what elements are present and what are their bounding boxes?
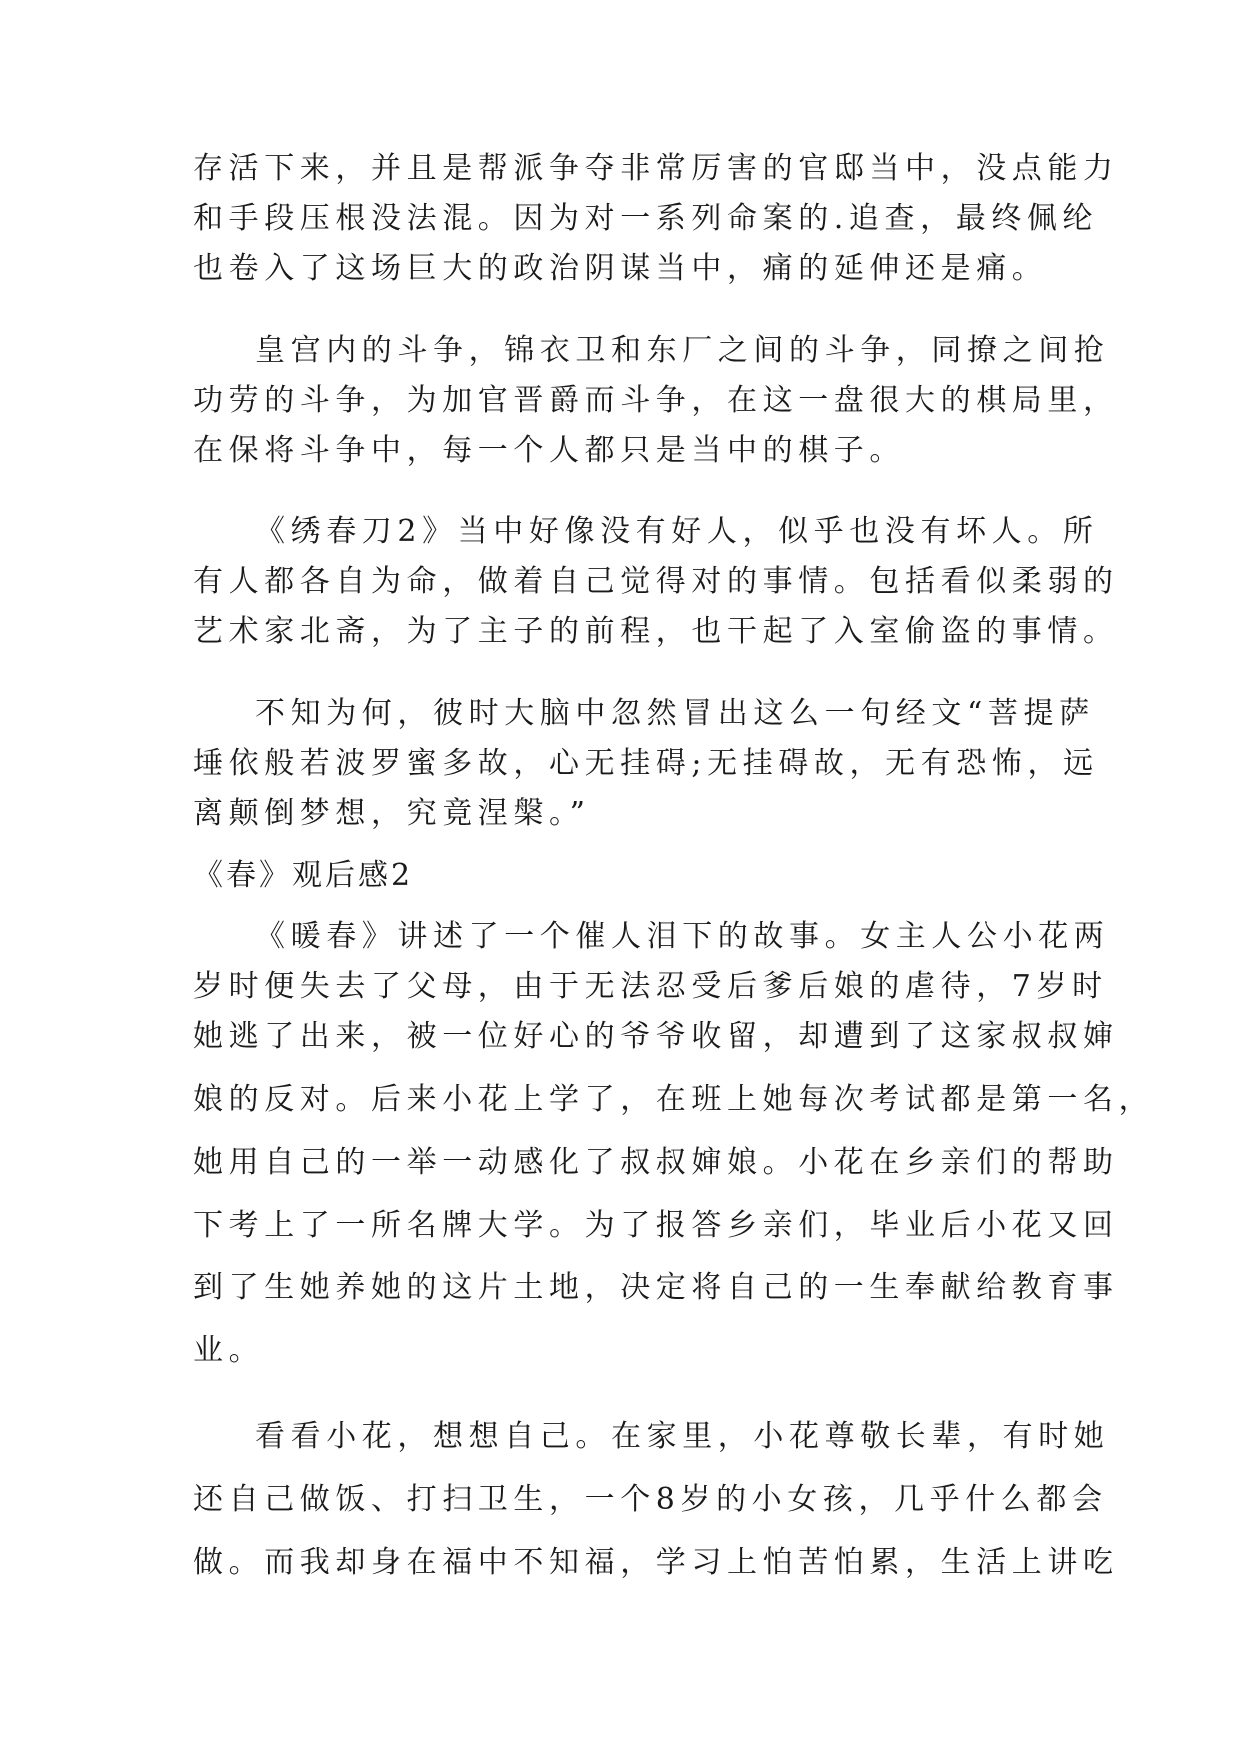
text-line: 到了生她养她的这片土地，决定将自己的一生奉献给教育事 bbox=[193, 1270, 1119, 1305]
text-line: 做。而我却身在福中不知福，学习上怕苦怕累，生活上讲吃 bbox=[193, 1545, 1119, 1580]
text-line: 存活下来，并且是帮派争夺非常厉害的官邸当中，没点能力 bbox=[193, 151, 1119, 186]
text-line: 和手段压根没法混。因为对一系列命案的.追查，最终佩纶 bbox=[193, 201, 1099, 236]
paragraph-first-line: 不知为何，彼时大脑中忽然冒出这么一句经文“菩提萨 bbox=[255, 696, 1095, 731]
text-line: 岁时便失去了父母，由于无法忍受后爹后娘的虐待，7岁时 bbox=[193, 969, 1108, 1004]
text-line: 离颠倒梦想，究竟涅槃。” bbox=[193, 796, 591, 831]
text-line: 有人都各自为命，做着自己觉得对的事情。包括看似柔弱的 bbox=[193, 564, 1119, 599]
text-line: 娘的反对。后来小花上学了，在班上她每次考试都是第一名， bbox=[193, 1082, 1155, 1117]
text-line: 在保将斗争中，每一个人都只是当中的棋子。 bbox=[193, 433, 905, 468]
paragraph-first-line: 皇宫内的斗争，锦衣卫和东厂之间的斗争，同撩之间抢 bbox=[255, 333, 1110, 368]
text-line: 埵依般若波罗蜜多故，心无挂碍;无挂碍故，无有恐怖，远 bbox=[193, 746, 1099, 781]
text-line: 她逃了出来，被一位好心的爷爷收留，却遭到了这家叔叔婶 bbox=[193, 1019, 1119, 1054]
text-line: 还自己做饭、打扫卫生，一个8岁的小女孩，几乎什么都会 bbox=[193, 1482, 1108, 1517]
text-line: 艺术家北斋，为了主子的前程，也干起了入室偷盗的事情。 bbox=[193, 614, 1119, 649]
paragraph-first-line: 看看小花，想想自己。在家里，小花尊敬长辈，有时她 bbox=[255, 1419, 1110, 1454]
text-line: 也卷入了这场巨大的政治阴谋当中，痛的延伸还是痛。 bbox=[193, 251, 1048, 286]
text-line: 功劳的斗争，为加官晋爵而斗争，在这一盘很大的棋局里， bbox=[193, 383, 1119, 418]
section-heading: 《春》观后感2 bbox=[193, 858, 414, 893]
paragraph-first-line: 《绣春刀2》当中好像没有好人，似乎也没有坏人。所 bbox=[255, 514, 1099, 549]
text-line: 业。 bbox=[193, 1333, 265, 1368]
text-line: 下考上了一所名牌大学。为了报答乡亲们，毕业后小花又回 bbox=[193, 1208, 1119, 1243]
text-line: 她用自己的一举一动感化了叔叔婶娘。小花在乡亲们的帮助 bbox=[193, 1145, 1119, 1180]
paragraph-first-line: 《暖春》讲述了一个催人泪下的故事。女主人公小花两 bbox=[255, 919, 1110, 954]
